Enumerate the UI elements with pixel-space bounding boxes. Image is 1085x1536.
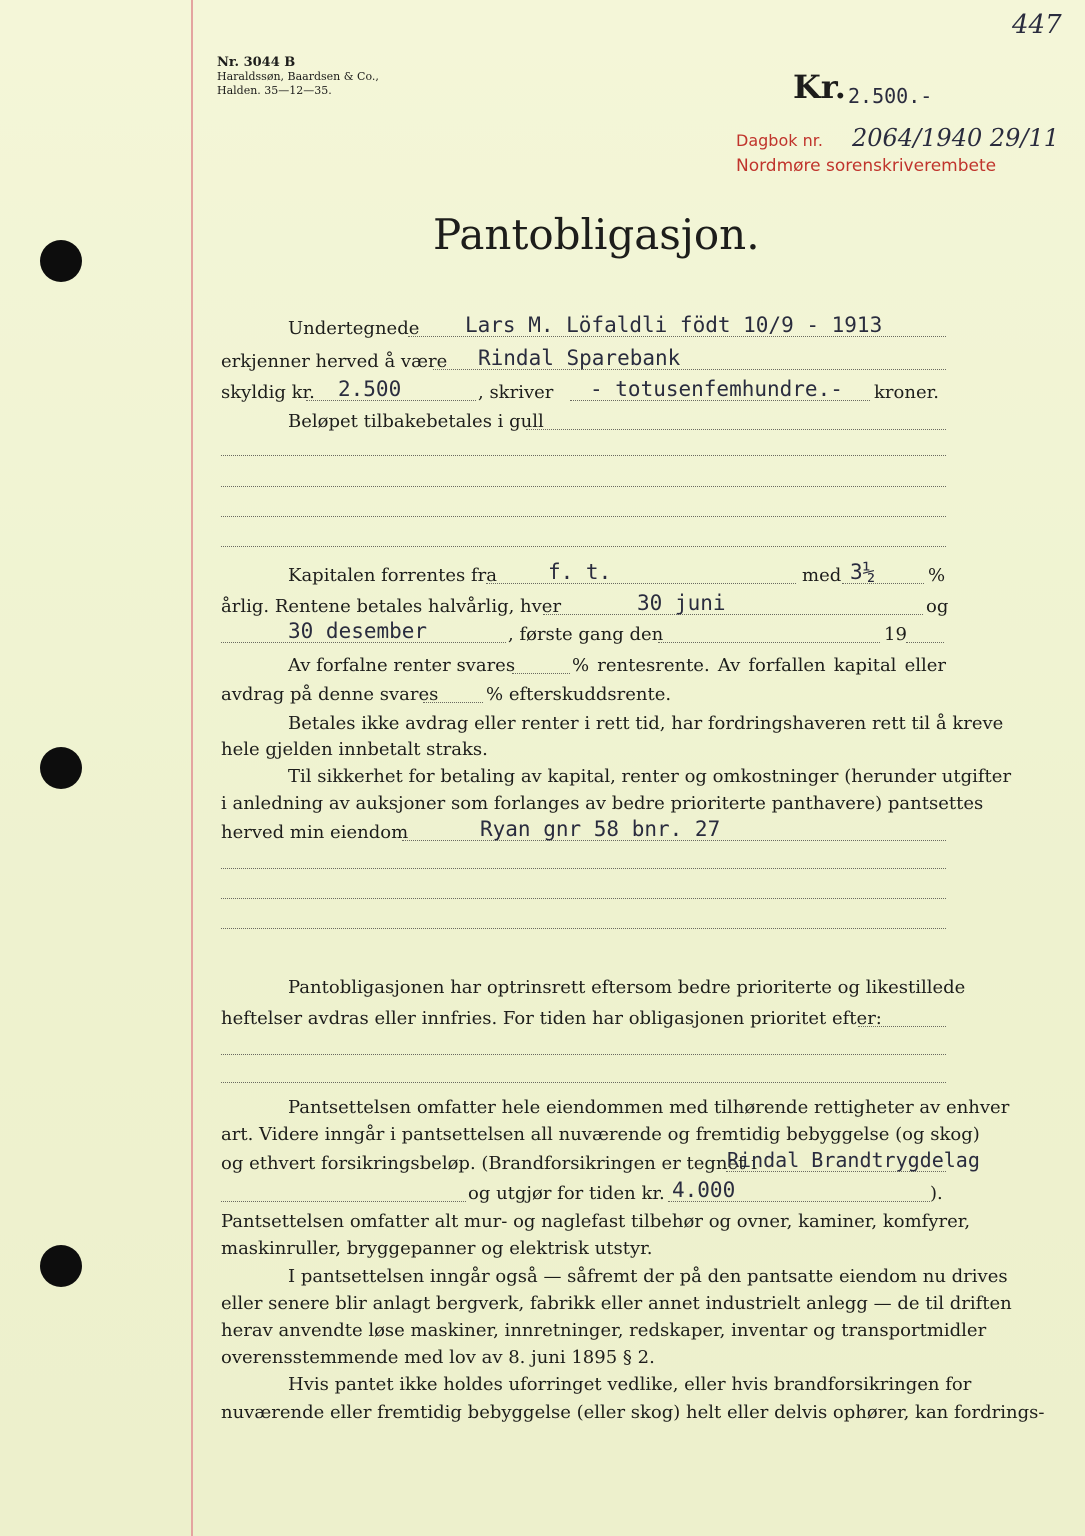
year-prefix: 19 (884, 624, 907, 645)
fill-line (526, 429, 946, 430)
sikkerhet-text-2: i anledning av auksjoner som forlanges av bedre prioriterte panthavere) pantsettes (221, 793, 984, 814)
priority-text-2: heftelser avdras eller innfries. For tiden har obligasjonen prioritet efter: (221, 1008, 882, 1029)
tilbehor-text-2: maskinruller, bryggepanner og elektrisk utstyr. (221, 1238, 653, 1259)
skriver-label: , skriver (478, 382, 554, 403)
document-title: Pantobligasjon. (433, 210, 760, 259)
omfatter-text-2: art. Videre inngår i pantsettelsen all nuværende og fremtidig bebyggelse (og skog) (221, 1124, 980, 1145)
amount-value: 2.500.- (848, 84, 933, 108)
forsikring-label: og ethvert forsikringsbeløp. (Brandforsikringen er tegnet i (221, 1153, 757, 1174)
blank-line (221, 1082, 946, 1083)
printer-info (217, 56, 379, 98)
fill-line (512, 673, 570, 674)
tilbehor-text-1: Pantsettelsen omfatter alt mur- og naglefast tilbehør og ovner, kaminer, komfyrer, (221, 1211, 971, 1232)
form-number: Nr. 3044 B (217, 55, 296, 70)
blank-line (221, 516, 946, 517)
debtor-name: Lars M. Löfaldli födt 10/9 - 1913 (465, 313, 883, 337)
punch-hole-middle (40, 747, 82, 789)
property-description: Ryan gnr 58 bnr. 27 (480, 817, 721, 841)
kroner-label: kroner. (874, 382, 939, 403)
fire-insurance-company: Rindal Brandtrygdelag (727, 1148, 980, 1172)
fill-line (423, 702, 483, 703)
undertegnede-label: Undertegnede (288, 318, 420, 339)
bergverk-text-4: overensstemmende med lov av 8. juni 1895 § 2. (221, 1347, 655, 1368)
forfalne-label: Av forfalne renter svares (288, 655, 516, 676)
fill-line (858, 1026, 946, 1027)
close-paren: ). (930, 1183, 943, 1204)
sikkerhet-text-1: Til sikkerhet for betaling av kapital, renter og omkostninger (herunder utgifter (288, 766, 1012, 787)
percent-label: % (928, 565, 946, 586)
fill-line (658, 642, 880, 643)
fill-line (221, 1201, 466, 1202)
interest-start: f. t. (548, 560, 612, 584)
betales-text-1: Betales ikke avdrag eller renter i rett tid, har fordringshaveren rett til å kreve (288, 713, 1004, 734)
amount-in-words: - totusenfemhundre.- (590, 377, 843, 401)
arlig-label: årlig. Rentene betales halvårlig, hver (221, 596, 562, 617)
blank-line (221, 928, 946, 929)
bergverk-text-3: herav anvendte løse maskiner, innretninger, redskaper, inventar og transportmidler (221, 1320, 987, 1341)
blank-line (221, 898, 946, 899)
payment-date-2: 30 desember (288, 619, 428, 643)
fill-line (486, 583, 796, 584)
amount-label: Kr. (793, 68, 846, 106)
med-label: med (802, 565, 842, 586)
priority-text-1: Pantobligasjonen har optrinsrett eftersom bedre prioriterte og likestillede (288, 977, 966, 998)
blank-line (221, 1054, 946, 1055)
punch-hole-top (40, 240, 82, 282)
kapitalen-label: Kapitalen forrentes fra (288, 565, 497, 586)
dagbok-number: 2064/1940 29/11 (852, 124, 1060, 152)
og-label: og (926, 596, 949, 617)
printer-name: Haraldssøn, Baardsen & Co., (217, 70, 379, 83)
insured-amount: 4.000 (672, 1178, 736, 1202)
blank-line (221, 455, 946, 456)
debt-amount: 2.500 (338, 377, 402, 401)
vedlike-text-2: nuværende eller fremtidig bebyggelse (eller skog) helt eller delvis ophører, kan fordrings- (221, 1402, 1045, 1423)
efterskudd-text: % efterskuddsrente. (486, 684, 672, 705)
folio-number: 447 (1012, 10, 1062, 40)
bergverk-text-2: eller senere blir anlagt bergverk, fabrikk eller annet industrielt anlegg — de til driften (221, 1293, 1012, 1314)
gold-clause: Beløpet tilbakebetales i gull (288, 411, 544, 432)
bergverk-text-1: I pantsettelsen inngår også — såfremt der på den pantsatte eiendom nu drives (288, 1266, 1008, 1287)
fill-line (543, 614, 923, 615)
creditor-name: Rindal Sparebank (478, 346, 681, 370)
utgjor-label: og utgjør for tiden kr. (468, 1183, 665, 1204)
margin-rule (191, 0, 193, 1536)
eiendom-label: herved min eiendom (221, 822, 409, 843)
vedlike-text-1: Hvis pantet ikke holdes uforringet vedlike, eller hvis brandforsikringen for (288, 1374, 972, 1395)
printer-date: Halden. 35—12—35. (217, 84, 332, 97)
office-stamp: Nordmøre sorenskriverembete (736, 156, 997, 176)
rentesrente-text: % rentesrente. Av forfallen kapital eller (572, 655, 946, 676)
blank-line (221, 486, 946, 487)
fill-line (906, 642, 944, 643)
erkjenner-label: erkjenner herved å være (221, 351, 448, 372)
skyldig-label: skyldig kr. (221, 382, 315, 403)
forste-gang-label: , første gang den (508, 624, 664, 645)
dagbok-stamp-label: Dagbok nr. (736, 131, 823, 150)
interest-rate: 3½ (850, 560, 876, 584)
omfatter-text-1: Pantsettelsen omfatter hele eiendommen med tilhørende rettigheter av enhver (288, 1097, 1010, 1118)
payment-date-1: 30 juni (637, 591, 726, 615)
blank-line (221, 546, 946, 547)
betales-text-2: hele gjelden innbetalt straks. (221, 739, 488, 760)
blank-line (221, 868, 946, 869)
punch-hole-bottom (40, 1245, 82, 1287)
avdrag-label: avdrag på denne svares (221, 684, 439, 705)
